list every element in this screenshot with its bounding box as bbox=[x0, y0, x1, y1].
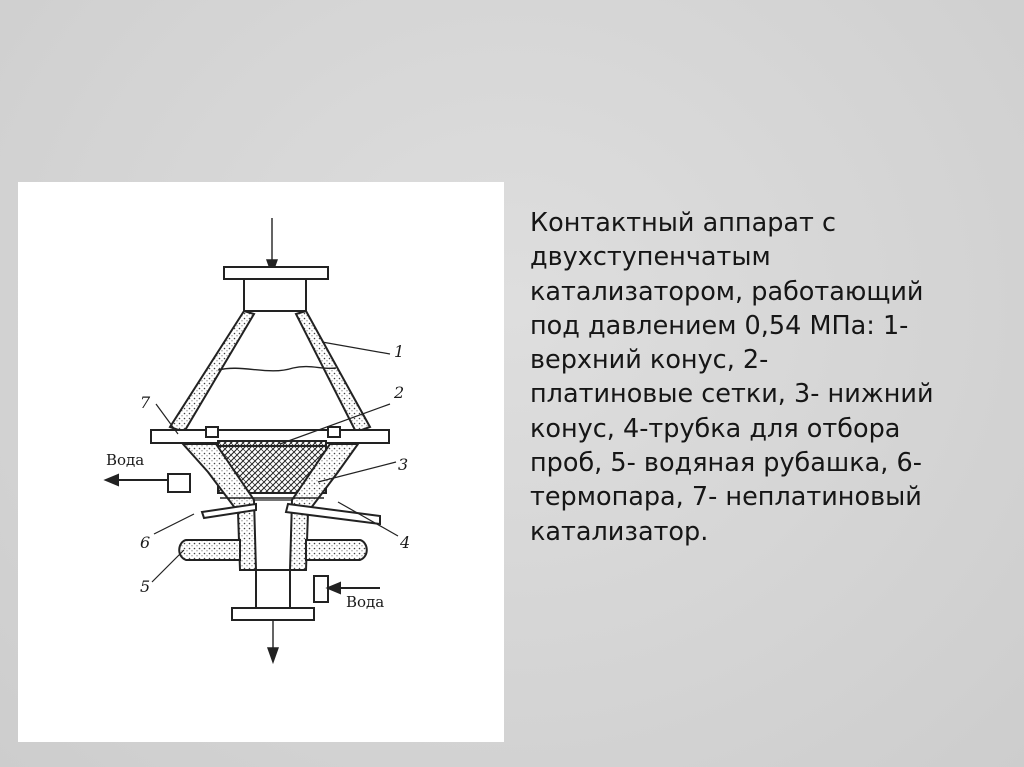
caption-line: двухступенчатым bbox=[530, 242, 771, 273]
caption-line: платиновые сетки, 3- нижний bbox=[530, 379, 934, 410]
caption-line: под давлением 0,54 МПа: 1- bbox=[530, 310, 909, 341]
top-flange bbox=[224, 267, 328, 311]
caption-line: конус, 4-трубка для отбора bbox=[530, 413, 901, 444]
caption-line: Контактный аппарат с bbox=[530, 208, 836, 238]
bottom-outlet bbox=[232, 570, 314, 620]
diagram-caption bbox=[530, 206, 1000, 549]
water-out-label: Вода bbox=[106, 451, 145, 469]
caption-line: термопара, 7- неплатиновый bbox=[530, 482, 922, 513]
caption-line: проб, 5- водяная рубашка, 6- bbox=[530, 448, 922, 479]
water-out-pipe bbox=[106, 474, 190, 492]
upper-cone bbox=[170, 311, 370, 432]
water-in-label: Вода bbox=[346, 593, 385, 611]
caption-line: верхний конус, 2- bbox=[530, 345, 769, 376]
inlet-arrow bbox=[267, 218, 277, 274]
label-5: 5 bbox=[140, 577, 151, 596]
label-3: 3 bbox=[398, 455, 409, 474]
outlet-arrow bbox=[268, 620, 278, 662]
caption-line: катализатором, работающий bbox=[530, 276, 924, 307]
label-1: 1 bbox=[394, 342, 405, 361]
diagram-panel bbox=[18, 182, 504, 742]
water-jacket bbox=[179, 540, 367, 560]
label-2: 2 bbox=[394, 383, 405, 402]
label-6: 6 bbox=[140, 533, 151, 552]
contact-apparatus-diagram bbox=[18, 182, 504, 742]
label-4: 4 bbox=[400, 533, 411, 552]
caption-line: катализатор. bbox=[530, 516, 709, 547]
label-7: 7 bbox=[140, 393, 151, 412]
